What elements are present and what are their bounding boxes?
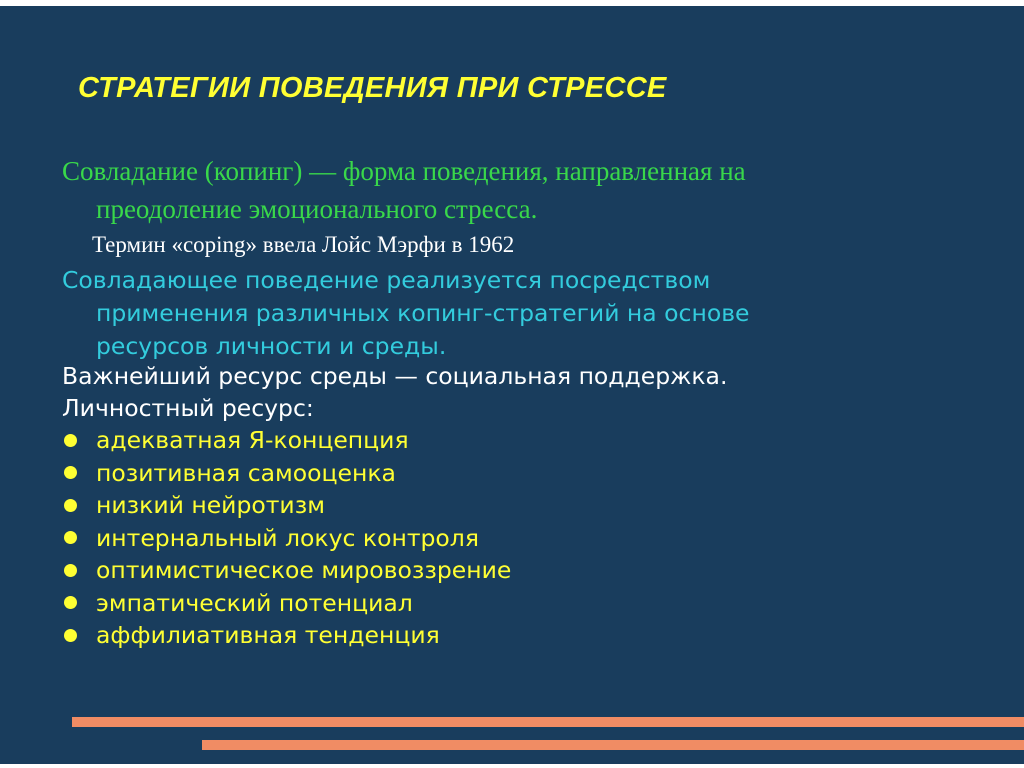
slide-title: СТРАТЕГИИ ПОВЕДЕНИЯ ПРИ СТРЕССЕ	[78, 72, 667, 104]
list-item-text: низкий нейротизм	[96, 491, 325, 520]
term-note: Термин «coping» ввела Лойс Мэрфи в 1962	[92, 232, 515, 257]
personal-resource-label: Личностный ресурс:	[62, 394, 314, 422]
bullet-icon	[64, 596, 77, 609]
list-item-text: адекватная Я-концепция	[96, 426, 409, 455]
list-item	[62, 457, 511, 490]
environment-resource: Важнейший ресурс среды — социальная поддержка.	[62, 362, 728, 390]
list-item	[62, 619, 511, 652]
frame-bottom-border	[0, 764, 1024, 768]
list-item	[62, 424, 511, 457]
accent-bar-upper	[72, 717, 1024, 727]
definition-paragraph	[62, 152, 962, 228]
bullet-icon	[64, 564, 77, 577]
coping-line-2: применения различных копинг-стратегий на основе	[96, 299, 750, 327]
list-item-text: позитивная самооценка	[96, 458, 396, 487]
coping-line-3: ресурсов личности и среды.	[96, 332, 447, 360]
accent-bar-lower	[202, 740, 1024, 750]
bullet-icon	[64, 629, 77, 642]
definition-line-1: Совладание (копинг) — форма поведения, направленная на	[62, 156, 746, 186]
bullet-icon	[64, 499, 77, 512]
list-item-text: эмпатический потенциал	[96, 588, 413, 617]
bullet-icon	[64, 466, 77, 479]
list-item-text: аффилиативная тенденция	[96, 621, 440, 650]
bullet-icon	[64, 434, 77, 447]
list-item	[62, 522, 511, 555]
list-item-text: интернальный локус контроля	[96, 523, 479, 552]
list-item	[62, 489, 511, 522]
bullet-icon	[64, 531, 77, 544]
coping-paragraph	[62, 264, 962, 363]
list-item	[62, 554, 511, 587]
frame-top-border	[0, 0, 1024, 6]
list-item-text: оптимистическое мировоззрение	[96, 556, 512, 585]
definition-line-2: преодоление эмоционального стресса.	[96, 194, 538, 224]
personal-resources-list	[62, 424, 511, 652]
list-item	[62, 587, 511, 620]
coping-line-1: Совладающее поведение реализуется посредством	[62, 266, 711, 294]
